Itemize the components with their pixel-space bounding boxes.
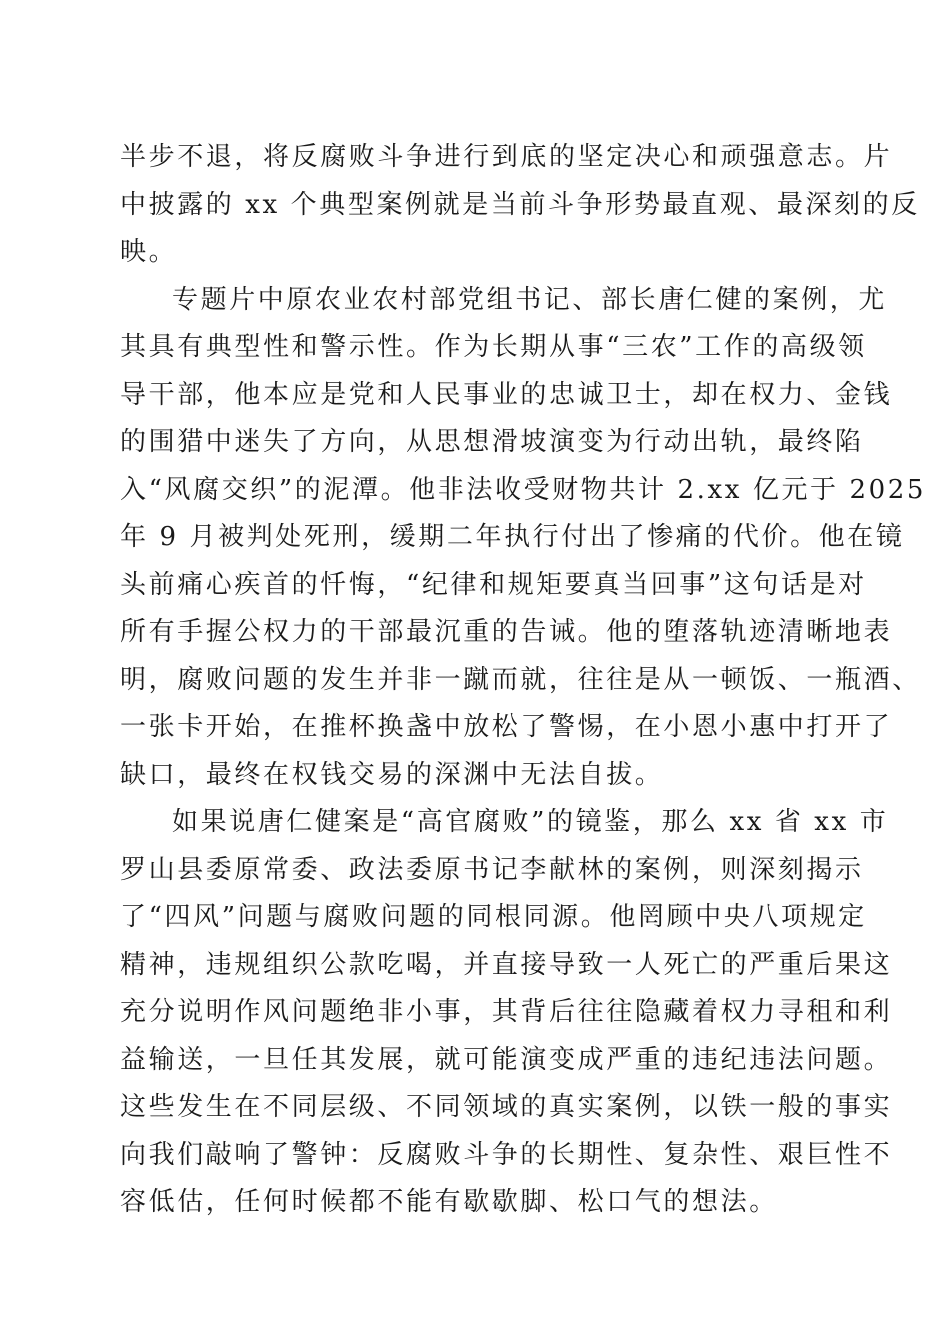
text-line: 所有手握公权力的干部最沉重的告诫。他的堕落轨迹清晰地表 xyxy=(120,617,893,647)
text-line: 容低估，任何时候都不能有歇歇脚、松口气的想法。 xyxy=(120,1187,778,1217)
text-line: 中披露的 xx 个典型案例就是当前斗争形势最直观、最深刻的反 xyxy=(120,189,920,220)
text-line: 专题片中原农业农村部党组书记、部长唐仁健的案例，尤 xyxy=(172,284,888,315)
text-line: 罗山县委原常委、政法委原书记李献林的案例，则深刻揭示 xyxy=(120,854,864,885)
text-line: 向我们敲响了警钟：反腐败斗争的长期性、复杂性、艰巨性不 xyxy=(120,1139,893,1170)
text-line: 其具有典型性和警示性。作为长期从事“三农”工作的高级领 xyxy=(120,332,867,362)
text-line: 半步不退，将反腐败斗争进行到底的坚定决心和顽强意志。片 xyxy=(120,142,893,172)
paragraph-3 xyxy=(120,799,893,1227)
document-body xyxy=(120,134,927,1227)
text-line: 年 9 月被判处死刑，缓期二年执行付出了惨痛的代价。他在镜 xyxy=(120,522,905,552)
text-line: 益输送，一旦任其发展，就可能演变成严重的违纪违法问题。 xyxy=(120,1044,893,1075)
text-line: 这些发生在不同层级、不同领域的真实案例，以铁一般的事实 xyxy=(120,1092,893,1122)
text-line: 精神，违规组织公款吃喝，并直接导致一人死亡的严重后果这 xyxy=(120,949,893,980)
text-line: 映。 xyxy=(120,237,178,267)
text-line: 明，腐败问题的发生并非一蹴而就，往往是从一顿饭、一瓶酒、 xyxy=(120,664,921,695)
text-line: 入“风腐交织”的泥潭。他非法收受财物共计 2.xx 亿元于 2025 xyxy=(120,474,927,505)
text-line: 充分说明作风问题绝非小事，其背后往往隐藏着权力寻租和利 xyxy=(120,997,893,1027)
text-line: 缺口，最终在权钱交易的深渊中无法自拔。 xyxy=(120,759,664,790)
text-line: 的围猎中迷失了方向，从思想滑坡演变为行动出轨，最终陷 xyxy=(120,427,864,457)
paragraph-2 xyxy=(120,277,927,800)
text-line: 了“四风”问题与腐败问题的同根同源。他罔顾中央八项规定 xyxy=(120,902,867,932)
paragraph-1 xyxy=(120,134,920,277)
text-line: 如果说唐仁健案是“高官腐败”的镜鉴，那么 xx 省 xx 市 xyxy=(172,807,889,837)
text-line: 导干部，他本应是党和人民事业的忠诚卫士，却在权力、金钱 xyxy=(120,379,893,410)
text-line: 一张卡开始，在推杯换盏中放松了警惕，在小恩小惠中打开了 xyxy=(120,712,893,742)
text-line: 头前痛心疾首的忏悔，“纪律和规矩要真当回事”这句话是对 xyxy=(120,569,867,600)
